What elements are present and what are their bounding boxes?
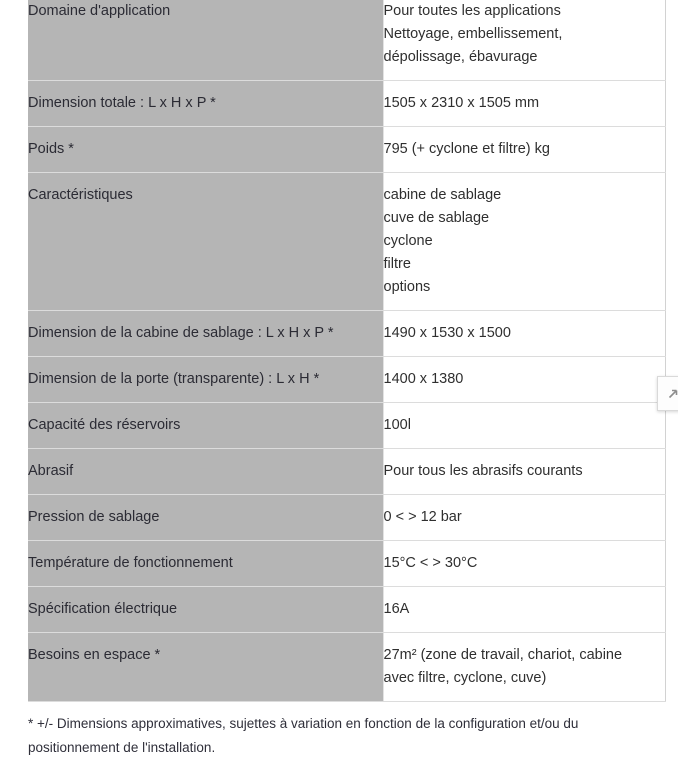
spec-value-line: 16A: [383, 601, 410, 617]
spec-value-line: 0 < > 12 bar: [383, 509, 462, 525]
spec-value-cell: [383, 127, 665, 173]
table-row: [28, 173, 665, 311]
spec-value-line: 1400 x 1380: [383, 371, 464, 387]
spec-label-cell: Température de fonctionnement: [28, 541, 383, 587]
spec-value-line: Nettoyage, embellissement,: [383, 26, 563, 42]
spec-label-cell: Spécification électrique: [28, 587, 383, 633]
spec-value-line: filtre: [383, 256, 411, 272]
spec-label-cell: Poids *: [28, 127, 383, 173]
spec-label-cell: Dimension totale : L x H x P *: [28, 81, 383, 127]
spec-value-line: options: [383, 279, 431, 295]
table-row: [28, 311, 665, 357]
specification-table: [28, 0, 666, 702]
spec-value-line: cuve de sablage: [383, 210, 490, 226]
spec-value-line: cyclone: [383, 233, 433, 249]
spec-value-cell: [383, 173, 665, 311]
spec-value-cell: [383, 403, 665, 449]
specification-table-body: [28, 0, 665, 702]
spec-label-cell: Besoins en espace *: [28, 633, 383, 702]
footnote-line: * +/- Dimensions approximatives, sujettes à variation en fonction de la configuration et/ou du: [28, 716, 579, 731]
spec-label-cell: Domaine d'application: [28, 0, 383, 81]
spec-value-cell: [383, 81, 665, 127]
spec-value-cell: [383, 311, 665, 357]
table-row: [28, 495, 665, 541]
spec-value-line: Pour toutes les applications: [383, 3, 561, 19]
spec-value-line: dépolissage, ébavurage: [383, 49, 538, 65]
table-row: [28, 0, 665, 81]
spec-value-line: 15°C < > 30°C: [383, 555, 478, 571]
spec-label-cell: Dimension de la cabine de sablage : L x H x P *: [28, 311, 383, 357]
spec-label-cell: Caractéristiques: [28, 173, 383, 311]
table-row: [28, 449, 665, 495]
spec-label-cell: Dimension de la porte (transparente) : L x H *: [28, 357, 383, 403]
spec-value-line: cabine de sablage: [383, 187, 502, 203]
spec-value-line: 795 (+ cyclone et filtre) kg: [383, 141, 550, 157]
footnote-line: positionnement de l'installation.: [28, 740, 216, 755]
spec-value-line: Pour tous les abrasifs courants: [383, 463, 583, 479]
spec-value-cell: [383, 633, 665, 702]
spec-value-line: avec filtre, cyclone, cuve): [383, 670, 547, 686]
spec-value-cell: [383, 0, 665, 81]
spec-label-cell: Abrasif: [28, 449, 383, 495]
table-row: [28, 633, 665, 702]
spec-value-line: 100l: [383, 417, 411, 433]
footnote: [28, 712, 648, 760]
table-row: [28, 403, 665, 449]
table-row: [28, 587, 665, 633]
spec-value-line: 1490 x 1530 x 1500: [383, 325, 511, 341]
edge-handle-button[interactable]: [657, 376, 678, 411]
spec-value-line: 1505 x 2310 x 1505 mm: [383, 95, 540, 111]
spec-value-cell: [383, 541, 665, 587]
spec-value-cell: [383, 495, 665, 541]
spec-label-cell: Pression de sablage: [28, 495, 383, 541]
spec-value-cell: [383, 357, 665, 403]
spec-value-cell: [383, 449, 665, 495]
spec-value-cell: [383, 587, 665, 633]
spec-table-container: [28, 0, 665, 702]
table-row: [28, 81, 665, 127]
table-row: [28, 127, 665, 173]
diagonal-arrow-icon: [665, 386, 678, 402]
spec-value-line: 27m² (zone de travail, chariot, cabine: [383, 647, 623, 663]
spec-label-cell: Capacité des réservoirs: [28, 403, 383, 449]
table-row: [28, 357, 665, 403]
table-row: [28, 541, 665, 587]
